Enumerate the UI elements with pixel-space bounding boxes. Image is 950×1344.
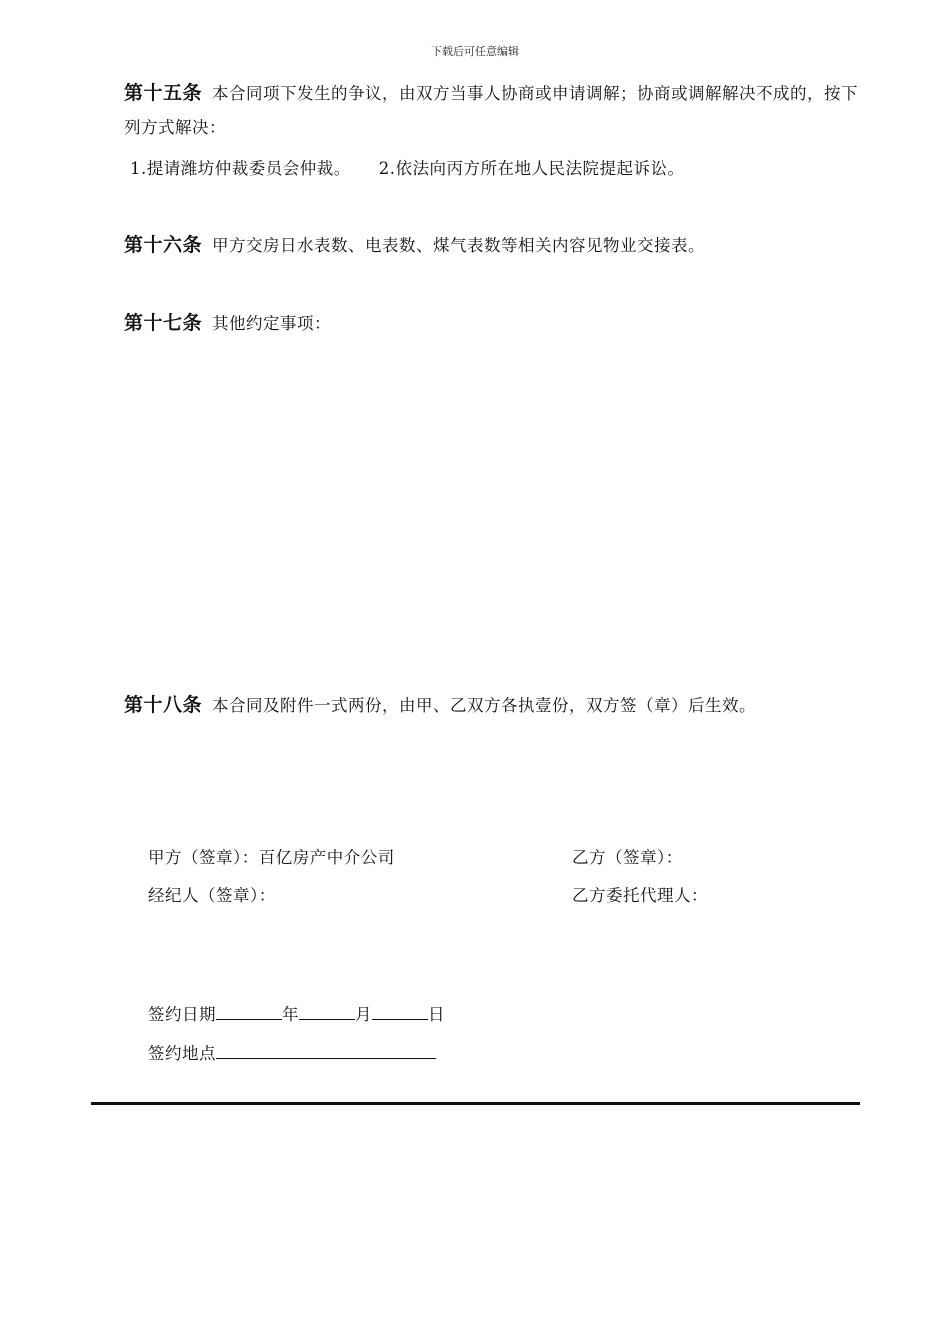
- article-15-text: 本合同项下发生的争议，由双方当事人协商或申请调解；协商或调解解决不成的，按下列方式解决：: [124, 84, 859, 137]
- bottom-divider: [91, 1102, 860, 1105]
- article-18-title: 第十八条: [124, 694, 203, 716]
- article-18: [124, 688, 864, 723]
- article-17: [124, 306, 864, 341]
- month-label: 月: [355, 1005, 372, 1024]
- article-15: [124, 76, 864, 145]
- article-15-option-2: 2.依法向丙方所在地人民法院提起诉讼。: [378, 159, 685, 178]
- signing-place-label: 签约地点: [148, 1044, 216, 1063]
- agent-signature: 经纪人（签章）：: [148, 886, 276, 905]
- article-17-title: 第十七条: [124, 312, 203, 334]
- month-blank: [299, 1002, 355, 1020]
- year-blank: [216, 1002, 282, 1020]
- party-b-agent-signature: 乙方委托代理人：: [572, 886, 708, 905]
- article-15-option-1: 1.提请潍坊仲裁委员会仲裁。: [130, 159, 351, 178]
- place-blank: [216, 1041, 436, 1059]
- article-18-text: 本合同及附件一式两份，由甲、乙双方各执壹份，双方签（章）后生效。: [212, 696, 757, 715]
- article-17-text: 其他约定事项：: [212, 314, 332, 333]
- article-15-options: [130, 154, 685, 184]
- signing-place-line: [148, 1041, 436, 1064]
- day-label: 日: [428, 1005, 445, 1024]
- article-16-text: 甲方交房日水表数、电表数、煤气表数等相关内容见物业交接表。: [212, 236, 706, 255]
- article-16: [124, 228, 864, 263]
- year-label: 年: [282, 1005, 299, 1024]
- article-16-title: 第十六条: [124, 234, 203, 256]
- signing-date-label: 签约日期: [148, 1005, 216, 1024]
- header-note: 下载后可任意编辑: [431, 45, 519, 58]
- party-b-signature: 乙方（签章）：: [572, 848, 683, 867]
- day-blank: [372, 1002, 428, 1020]
- article-15-title: 第十五条: [124, 82, 203, 104]
- party-a-signature: 甲方（签章）：百亿房产中介公司: [148, 848, 395, 867]
- signing-date-line: [148, 1002, 445, 1025]
